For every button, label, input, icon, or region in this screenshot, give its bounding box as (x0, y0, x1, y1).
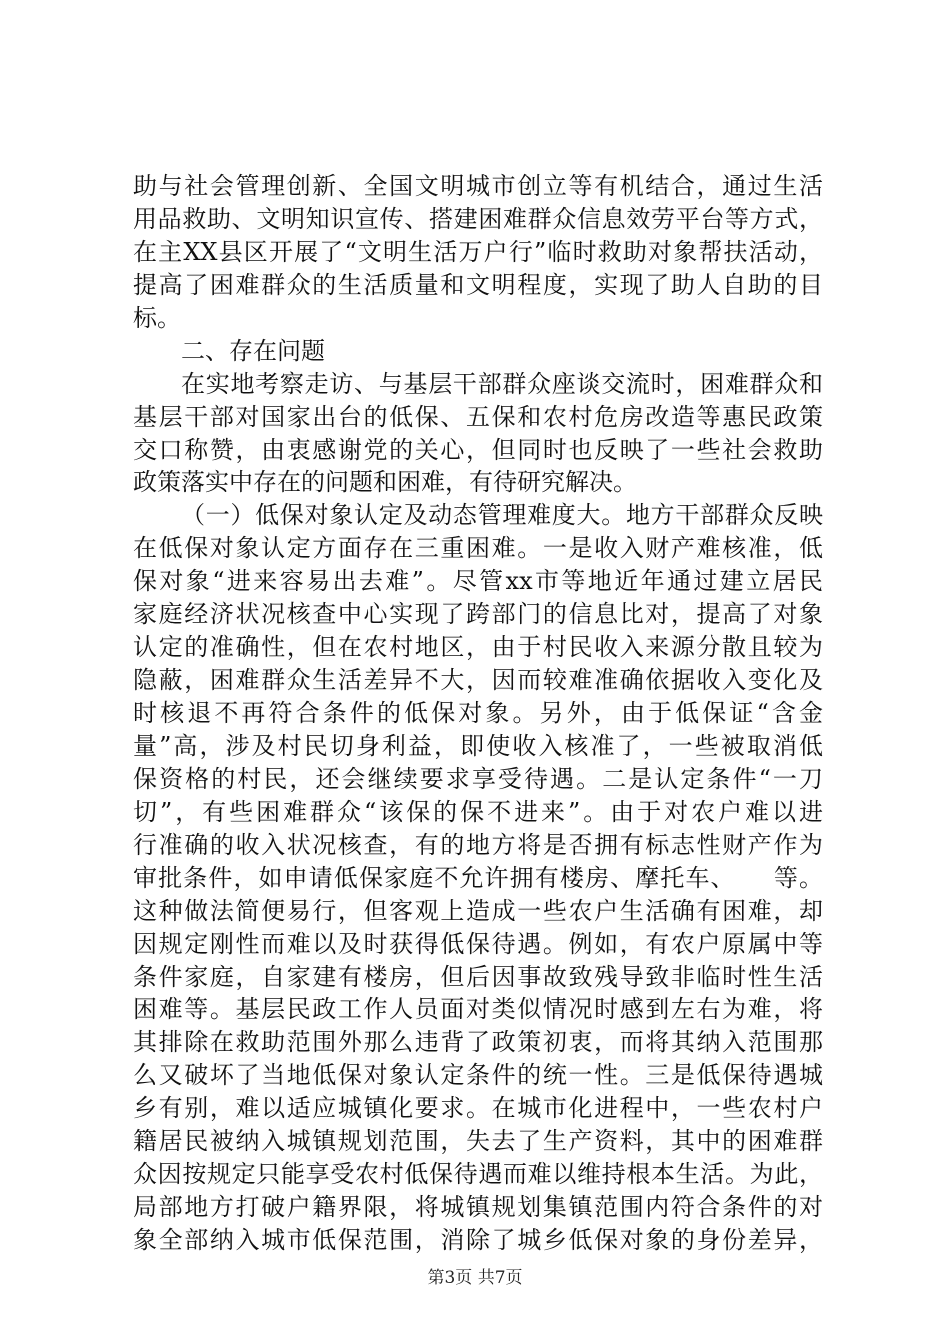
subsection-heading: （一）低保对象认定及动态管理难度大。地方干部群众反映 (181, 501, 823, 529)
text-line: 条件家庭，自家建有楼房，但后因事故致残导致非临时性生活 (133, 963, 823, 991)
text-line: 象全部纳入城市低保范围，消除了城乡低保对象的身份差异， (133, 1226, 823, 1254)
text-line: 困难等。基层民政工作人员面对类似情况时感到左右为难，将 (133, 995, 823, 1023)
text-line: 交口称赞，由衷感谢党的关心，但同时也反映了一些社会救助 (133, 436, 823, 464)
text-line: 家庭经济状况核查中心实现了跨部门的信息比对，提高了对象 (133, 600, 823, 628)
text-line: 用品救助、文明知识宣传、搭建困难群众信息效劳平台等方式， (133, 205, 823, 233)
text-line: 提高了困难群众的生活质量和文明程度，实现了助人自助的目 (133, 271, 823, 299)
text-line: 保对象“进来容易出去难”。尽管xx市等地近年通过建立居民 (133, 567, 823, 595)
text-line: 在主XX县区开展了“文明生活万户行”临时救助对象帮扶活动， (133, 238, 823, 266)
text-line: 这种做法简便易行，但客观上造成一些农户生活确有困难，却 (133, 897, 823, 925)
text-line: 认定的准确性，但在农村地区，由于村民收入来源分散且较为 (133, 633, 823, 661)
text-line: 标。 (133, 304, 181, 332)
text-line: 行准确的收入状况核查，有的地方将是否拥有标志性财产作为 (133, 831, 823, 859)
text-line: 保资格的村民，还会继续要求享受待遇。二是认定条件“一刀 (133, 765, 823, 793)
text-line: 局部地方打破户籍界限，将城镇规划集镇范围内符合条件的对 (133, 1193, 823, 1221)
text-line: 时核退不再符合条件的低保对象。另外，由于低保证“含金 (133, 699, 823, 727)
text-line: 籍居民被纳入城镇规划范围，失去了生产资料，其中的困难群 (133, 1127, 823, 1155)
text-line: 量”高，涉及村民切身利益，即使收入核准了，一些被取消低 (133, 732, 823, 760)
text-line: 基层干部对国家出台的低保、五保和农村危房改造等惠民政策 (133, 403, 823, 431)
text-line: 政策落实中存在的问题和困难，有待研究解决。 (133, 468, 637, 496)
text-line: 在实地考察走访、与基层干部群众座谈交流时，困难群众和 (181, 370, 823, 398)
text-line: 在低保对象认定方面存在三重困难。一是收入财产难核准，低 (133, 534, 823, 562)
text-line: 乡有别，难以适应城镇化要求。在城市化进程中，一些农村户 (133, 1094, 823, 1122)
text-line: 众因按规定只能享受农村低保待遇而难以维持根本生活。为此， (133, 1160, 823, 1188)
text-line: 么又破坏了当地低保对象认定条件的统一性。三是低保待遇城 (133, 1061, 823, 1089)
text-line: 其排除在救助范围外那么违背了政策初衷，而将其纳入范围那 (133, 1028, 823, 1056)
text-line: 助与社会管理创新、全国文明城市创立等有机结合，通过生活 (133, 172, 823, 200)
section-heading: 二、存在问题 (181, 337, 325, 365)
text-line: 因规定刚性而难以及时获得低保待遇。例如，有农户原属中等 (133, 930, 823, 958)
text-line: 隐蔽，困难群众生活差异不大，因而较难准确依据收入变化及 (133, 666, 823, 694)
text-line: 切”，有些困难群众“该保的保不进来”。由于对农户难以进 (133, 798, 823, 826)
page-number-footer: 第3页 共7页 (427, 1268, 523, 1288)
text-line: 审批条件，如申请低保家庭不允许拥有楼房、摩托车、 等。 (133, 864, 823, 892)
